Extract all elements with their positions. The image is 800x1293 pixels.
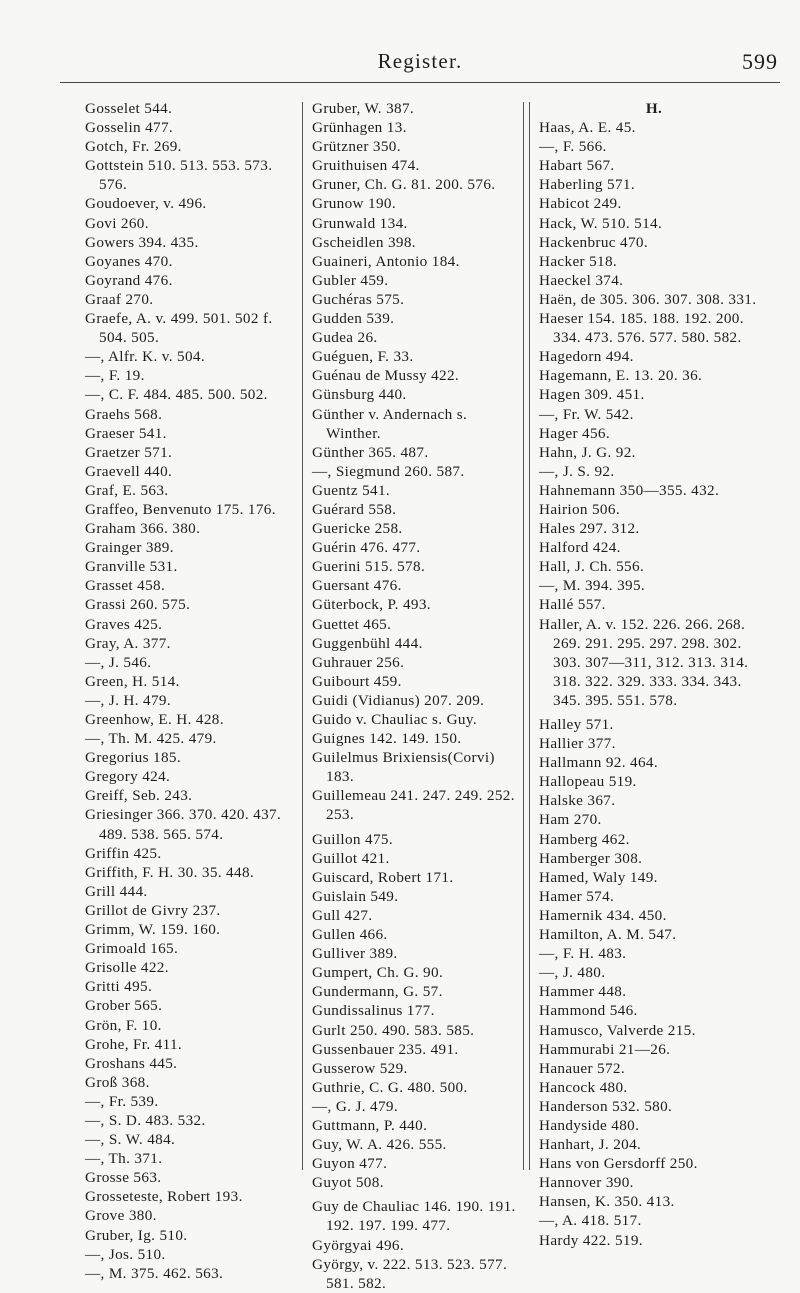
index-entry: Gscheidlen 398. xyxy=(312,233,416,251)
index-entry: Grünhagen 13. xyxy=(312,119,407,137)
index-entry: Gusserow 529. xyxy=(312,1059,408,1077)
index-entry: Groß 368. xyxy=(85,1073,150,1091)
index-entry: Guhrauer 256. xyxy=(312,653,405,671)
index-entry: Hagen 309. 451. xyxy=(539,386,645,404)
index-entry: Grunwald 134. xyxy=(312,214,408,232)
index-entry: Grove 380. xyxy=(85,1207,157,1225)
index-entry: —, Jos. 510. xyxy=(85,1245,166,1263)
index-entry: Györgyai 496. xyxy=(312,1236,405,1254)
index-entry: Hack, W. 510. 514. xyxy=(539,214,663,232)
index-entry: Guéguen, F. 33. xyxy=(312,348,414,366)
index-entry: Hackenbruc 470. xyxy=(539,233,648,251)
index-entry: Gundermann, G. 57. xyxy=(312,983,443,1001)
index-entry: Griffin 425. xyxy=(85,844,162,862)
index-entry: Gregory 424. xyxy=(85,768,171,786)
index-entry: Gussenbauer 235. 491. xyxy=(312,1040,459,1058)
index-entry: Grassi 260. 575. xyxy=(85,596,191,614)
column-divider-1 xyxy=(302,102,303,1170)
index-entry: Gruithuisen 474. xyxy=(312,157,420,175)
index-entry: Gumpert, Ch. G. 90. xyxy=(312,964,444,982)
index-entry: Granville 531. xyxy=(85,558,178,576)
index-entry: Gulliver 389. xyxy=(312,945,398,963)
page-header xyxy=(60,30,780,90)
index-entry: —, J. S. 92. xyxy=(539,462,615,480)
index-entry: Grill 444. xyxy=(85,882,148,900)
index-entry: Hallopeau 519. xyxy=(539,773,637,791)
index-entry: Grosseteste, Robert 193. xyxy=(85,1188,243,1206)
index-entry: Grainger 389. xyxy=(85,539,174,557)
index-entry: Hager 456. xyxy=(539,424,610,442)
index-entry: Grisolle 422. xyxy=(85,959,169,977)
index-entry: Hanhart, J. 204. xyxy=(539,1136,642,1154)
index-entry: Grillot de Givry 237. xyxy=(85,901,221,919)
index-entry: Hamed, Waly 149. xyxy=(539,868,658,886)
index-entry: Goyrand 476. xyxy=(85,271,173,289)
index-entry: Hansen, K. 350. 413. xyxy=(539,1193,675,1211)
index-entry: Graefe, A. v. 499. 501. 502 f. 504. 505. xyxy=(85,310,273,347)
index-entry: Hammond 546. xyxy=(539,1002,638,1020)
index-entry: —, J. 480. xyxy=(539,964,606,982)
index-entry: Gruber, W. 387. xyxy=(312,100,415,117)
index-entry: Haeser 154. 185. 188. 192. 200. 334. 473. 576. 577. 580. 582. xyxy=(539,310,744,347)
running-title: Register. xyxy=(377,49,463,73)
index-entry: Griffith, F. H. 30. 35. 448. xyxy=(85,863,255,881)
index-entry: Gowers 394. 435. xyxy=(85,233,199,251)
index-entry: —, Fr. 539. xyxy=(85,1092,159,1110)
index-entry: Günther 365. 487. xyxy=(312,443,429,461)
index-entry: Graf, E. 563. xyxy=(85,481,169,499)
page-number: 599 xyxy=(742,49,778,74)
index-entry: Graham 366. 380. xyxy=(85,520,201,538)
index-entry: Guidi (Vidianus) 207. 209. xyxy=(312,691,485,709)
index-entry: Hagedorn 494. xyxy=(539,348,634,366)
index-entry: Hamusco, Valverde 215. xyxy=(539,1021,696,1039)
index-entry: Gullen 466. xyxy=(312,926,388,944)
index-entry: Goudoever, v. 496. xyxy=(85,195,207,213)
index-entry: —, Th. 371. xyxy=(85,1150,163,1168)
index-entry: Guénau de Mussy 422. xyxy=(312,367,460,385)
index-entry: —, J. 546. xyxy=(85,653,152,671)
index-entry: Guettet 465. xyxy=(312,615,392,633)
index-entry: —, S. W. 484. xyxy=(85,1131,176,1149)
index-entry: Hamer 574. xyxy=(539,887,615,905)
index-entry: Günsburg 440. xyxy=(312,386,407,404)
index-entry: Guérin 476. 477. xyxy=(312,539,421,557)
index-entry: Guilelmus Brixiensis(Corvi) 183. xyxy=(312,749,495,786)
index-entry: Guillot 421. xyxy=(312,849,390,867)
index-entry: —, M. 375. 462. 563. xyxy=(85,1264,224,1282)
index-entry: Hairion 506. xyxy=(539,500,620,518)
index-entry: Halley 571. xyxy=(539,716,614,733)
index-entry: Gundissalinus 177. xyxy=(312,1002,435,1020)
index-column-3 xyxy=(539,99,769,1250)
index-entry: Guérard 558. xyxy=(312,500,397,518)
index-entry: Günther v. Andernach s. Winther. xyxy=(312,405,468,442)
index-entry: Gubler 459. xyxy=(312,271,389,289)
index-entry: Guibourt 459. xyxy=(312,672,402,690)
index-entry: Grimm, W. 159. 160. xyxy=(85,921,221,939)
index-entry: —, J. H. 479. xyxy=(85,691,171,709)
index-entry: —, F. H. 483. xyxy=(539,945,627,963)
index-entry: Handyside 480. xyxy=(539,1116,640,1134)
index-entry: Guy, W. A. 426. 555. xyxy=(312,1136,447,1154)
index-entry: Hallier 377. xyxy=(539,735,616,753)
index-entry: Haeckel 374. xyxy=(539,271,624,289)
index-entry: Haas, A. E. 45. xyxy=(539,119,636,137)
index-entry: György, v. 222. 513. 523. 577. 581. 582. xyxy=(312,1255,508,1292)
index-entry: Hales 297. 312. xyxy=(539,520,640,538)
index-entry: Hall, J. Ch. 556. xyxy=(539,558,645,576)
index-entry: Guaineri, Antonio 184. xyxy=(312,252,460,270)
index-entry: Habicot 249. xyxy=(539,195,622,213)
index-entry: Greiff, Seb. 243. xyxy=(85,787,193,805)
index-entry: Halford 424. xyxy=(539,539,621,557)
index-entry: Goyanes 470. xyxy=(85,252,173,270)
index-entry: Graehs 568. xyxy=(85,405,163,423)
index-entry: Guersant 476. xyxy=(312,577,402,595)
index-entry: Hamberger 308. xyxy=(539,849,643,867)
index-entry: Haberling 571. xyxy=(539,176,636,194)
index-entry: Guggenbühl 444. xyxy=(312,634,423,652)
index-entry: Hardy 422. 519. xyxy=(539,1231,643,1249)
index-entry: Graaf 270. xyxy=(85,290,154,308)
index-entry: Grohe, Fr. 411. xyxy=(85,1035,183,1053)
index-entry: Hamilton, A. M. 547. xyxy=(539,926,677,944)
index-entry: Guentz 541. xyxy=(312,481,391,499)
index-entry: Hallé 557. xyxy=(539,596,606,614)
index-entry: Guthrie, C. G. 480. 500. xyxy=(312,1078,468,1096)
index-entry: Hamernik 434. 450. xyxy=(539,906,667,924)
index-entry: Haën, de 305. 306. 307. 308. 331. xyxy=(539,290,757,308)
index-entry: Guttmann, P. 440. xyxy=(312,1116,428,1134)
column-divider-3 xyxy=(529,102,530,1170)
index-entry: —, Siegmund 260. 587. xyxy=(312,462,465,480)
index-entry: Grober 565. xyxy=(85,997,163,1015)
index-entry: Guchéras 575. xyxy=(312,290,405,308)
index-entry: Hagemann, E. 13. 20. 36. xyxy=(539,367,703,385)
index-entry: Guericke 258. xyxy=(312,520,403,538)
index-column-1 xyxy=(85,99,297,1283)
index-entry: Guillemeau 241. 247. 249. 252. 253. xyxy=(312,787,515,824)
index-entry: Graetzer 571. xyxy=(85,443,173,461)
index-entry: Guido v. Chauliac s. Guy. xyxy=(312,711,477,728)
index-entry: Green, H. 514. xyxy=(85,672,180,690)
index-entry: —, S. D. 483. 532. xyxy=(85,1111,206,1129)
index-entry: Gurlt 250. 490. 583. 585. xyxy=(312,1021,475,1039)
index-entry: Guyon 477. xyxy=(312,1155,388,1173)
index-entry: —, F. 566. xyxy=(539,138,607,156)
index-entry: —, Alfr. K. v. 504. xyxy=(85,348,205,366)
index-entry: Hans von Gersdorff 250. xyxy=(539,1155,698,1173)
index-entry: Gruber, Ig. 510. xyxy=(85,1226,188,1244)
index-entry: Grön, F. 10. xyxy=(85,1016,162,1034)
index-entry: Graves 425. xyxy=(85,615,163,633)
index-entry: Gudden 539. xyxy=(312,310,395,328)
index-entry: Graevell 440. xyxy=(85,462,173,480)
index-entry: Greenhow, E. H. 428. xyxy=(85,711,224,728)
index-entry: Govi 260. xyxy=(85,214,149,232)
index-entry: Guillon 475. xyxy=(312,830,393,848)
index-entry: Hamberg 462. xyxy=(539,830,630,848)
index-entry: Guislain 549. xyxy=(312,887,399,905)
index-entry: —, F. 19. xyxy=(85,367,145,385)
index-entry: Guyot 508. xyxy=(312,1174,384,1192)
index-entry: Gray, A. 377. xyxy=(85,634,171,652)
index-entry: —, M. 394. 395. xyxy=(539,577,646,595)
index-entry: Guignes 142. 149. 150. xyxy=(312,730,462,748)
index-entry: Hacker 518. xyxy=(539,252,618,270)
index-column-2 xyxy=(312,99,518,1293)
section-letter: H. xyxy=(645,100,663,117)
index-entry: Hancock 480. xyxy=(539,1078,628,1096)
index-entry: Gudea 26. xyxy=(312,329,378,347)
index-entry: Hammer 448. xyxy=(539,983,627,1001)
index-entry: Gotch, Fr. 269. xyxy=(85,138,182,156)
index-entry: —, A. 418. 517. xyxy=(539,1212,642,1230)
index-entry: Hallmann 92. 464. xyxy=(539,754,658,772)
header-rule xyxy=(60,82,780,83)
index-entry: Haller, A. v. 152. 226. 266. 268. 269. 291. 295. 297. 298. 302. 303. 307—311, 312. 313. 314. 318. 322. 329. 333. 334. 343. 345. 395. 551. 578. xyxy=(539,615,749,709)
column-divider-2 xyxy=(523,102,524,1170)
index-entry: Gritti 495. xyxy=(85,978,153,996)
index-entry: Gosselet 544. xyxy=(85,100,173,117)
index-entry: Gull 427. xyxy=(312,906,373,924)
index-entry: Gruner, Ch. G. 81. 200. 576. xyxy=(312,176,496,194)
index-entry: Halske 367. xyxy=(539,792,616,810)
index-entry: Griesinger 366. 370. 420. 437. 489. 538. 565. 574. xyxy=(85,806,282,843)
index-entry: —, Fr. W. 542. xyxy=(539,405,634,423)
index-entry: Grunow 190. xyxy=(312,195,396,213)
index-entry: Groshans 445. xyxy=(85,1054,178,1072)
index-entry: Guerini 515. 578. xyxy=(312,558,426,576)
index-entry: Guy de Chauliac 146. 190. 191. 192. 197. 199. 477. xyxy=(312,1198,516,1235)
index-entry: Graeser 541. xyxy=(85,424,167,442)
index-entry: —, G. J. 479. xyxy=(312,1097,398,1115)
index-entry: Grützner 350. xyxy=(312,138,401,156)
index-entry: —, C. F. 484. 485. 500. 502. xyxy=(85,386,268,404)
index-entry: Gregorius 185. xyxy=(85,749,182,767)
index-entry: Güterbock, P. 493. xyxy=(312,596,431,614)
index-entry: Gosselin 477. xyxy=(85,119,174,137)
index-entry: —, Th. M. 425. 479. xyxy=(85,730,217,748)
index-entry: Hannover 390. xyxy=(539,1174,634,1192)
index-entry: Grasset 458. xyxy=(85,577,166,595)
index-entry: Hahnemann 350—355. 432. xyxy=(539,481,720,499)
index-entry: Graffeo, Benvenuto 175. 176. xyxy=(85,500,276,518)
index-entry: Hahn, J. G. 92. xyxy=(539,443,636,461)
index-entry: Ham 270. xyxy=(539,811,602,829)
index-entry: Hammurabi 21—26. xyxy=(539,1040,671,1058)
index-entry: Grosse 563. xyxy=(85,1169,162,1187)
index-entry: Hanauer 572. xyxy=(539,1059,626,1077)
index-entry: Guiscard, Robert 171. xyxy=(312,868,454,886)
index-entry: Gottstein 510. 513. 553. 573. 576. xyxy=(85,157,273,194)
index-entry: Grimoald 165. xyxy=(85,940,179,958)
index-entry: Handerson 532. 580. xyxy=(539,1097,673,1115)
index-entry: Habart 567. xyxy=(539,157,615,175)
